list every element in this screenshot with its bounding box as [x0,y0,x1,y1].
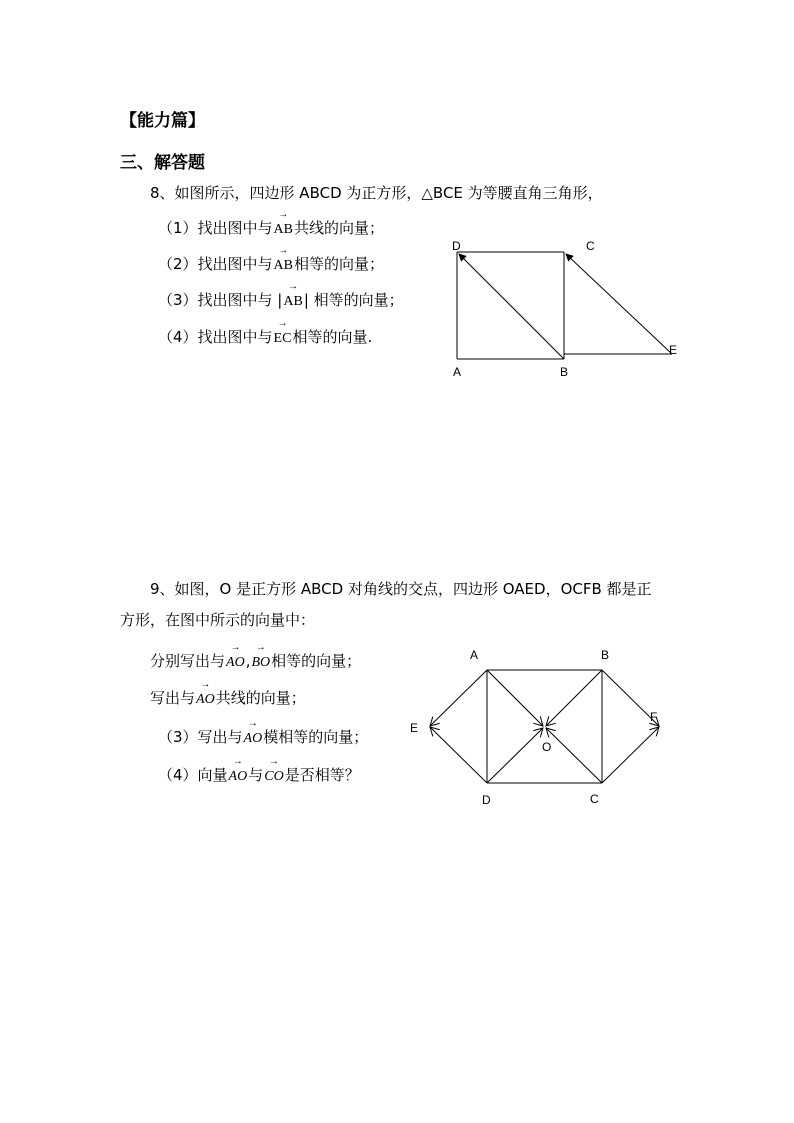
item-suffix: 相等的向量； [294,255,385,273]
problem8-item-3 [158,289,404,310]
vector-cf [602,727,659,783]
problem9-item-3 [158,726,368,747]
problem9-figure [400,640,680,810]
vector-co [546,728,602,783]
item-prefix: （1）找出图中与 [158,219,273,237]
problem8-item-4 [158,326,372,347]
item-suffix: 模相等的向量； [263,728,369,746]
problem9-item-2 [150,687,306,708]
vector-ao: → AO [226,655,245,671]
vector-ec: → EC [274,331,292,347]
item-suffix: 相等的向量. [292,328,373,346]
item-suffix: 相等的向量； [271,652,362,670]
label-a: A [470,648,479,662]
vector-ec [566,254,672,354]
item-mid: 与 [248,766,264,784]
vector-de [430,727,487,783]
label-b: B [601,648,610,662]
item-suffix: 共线的向量； [215,689,306,707]
item-suffix: 共线的向量； [294,219,385,237]
item-prefix: （3）写出与 [158,728,243,746]
label-e: E [669,343,678,357]
item-prefix: 分别写出与 [150,652,226,670]
vector-ab: → AB [274,258,293,274]
vector-do [487,728,543,783]
section-subtitle: 三、解答题 [120,153,205,173]
label-d: D [452,239,461,253]
vector-bo [546,670,602,726]
item-prefix: （4）找出图中与 [158,328,273,346]
vector-ab: → AB [283,294,302,310]
label-e: E [410,721,419,735]
vector-ao: → AO [244,731,263,747]
vector-bd [459,254,564,359]
problem9-item-4 [158,764,360,785]
item-separator: , [245,652,251,670]
label-c: C [590,792,599,806]
item-prefix: （3）找出图中与 | [158,291,283,309]
item-suffix: 是否相等？ [284,766,360,784]
item-prefix: 写出与 [150,689,196,707]
vector-ab: → AB [274,222,293,238]
label-a: A [453,365,462,379]
problem8-item-2 [158,253,384,274]
vector-ao [487,670,543,726]
vector-bo: → BO [251,655,270,671]
problem8-stem: 8、如图所示，四边形 ABCD 为正方形，△BCE 为等腰直角三角形， [150,184,603,202]
problem9-stem-line1: 9、如图，O 是正方形 ABCD 对角线的交点，四边形 OAED，OCFB 都是正 [150,580,652,598]
label-b: B [560,365,569,379]
problem9-item-1 [150,650,361,671]
vector-ae [430,670,487,726]
item-prefix: （4）向量 [158,766,228,784]
label-f: F [650,710,658,724]
item-suffix: | 相等的向量； [303,291,404,309]
label-c: C [586,239,595,253]
item-prefix: （2）找出图中与 [158,255,273,273]
vector-co: → CO [264,769,283,785]
problem8-item-1 [158,217,384,238]
problem8-figure [440,232,690,382]
label-o: O [542,740,552,754]
label-d: D [482,793,491,807]
vector-ao: → AO [196,692,215,708]
problem9-stem-line2: 方形，在图中所示的向量中： [120,611,316,629]
section-title: 【能力篇】 [120,111,205,131]
vector-ao: → AO [229,769,248,785]
